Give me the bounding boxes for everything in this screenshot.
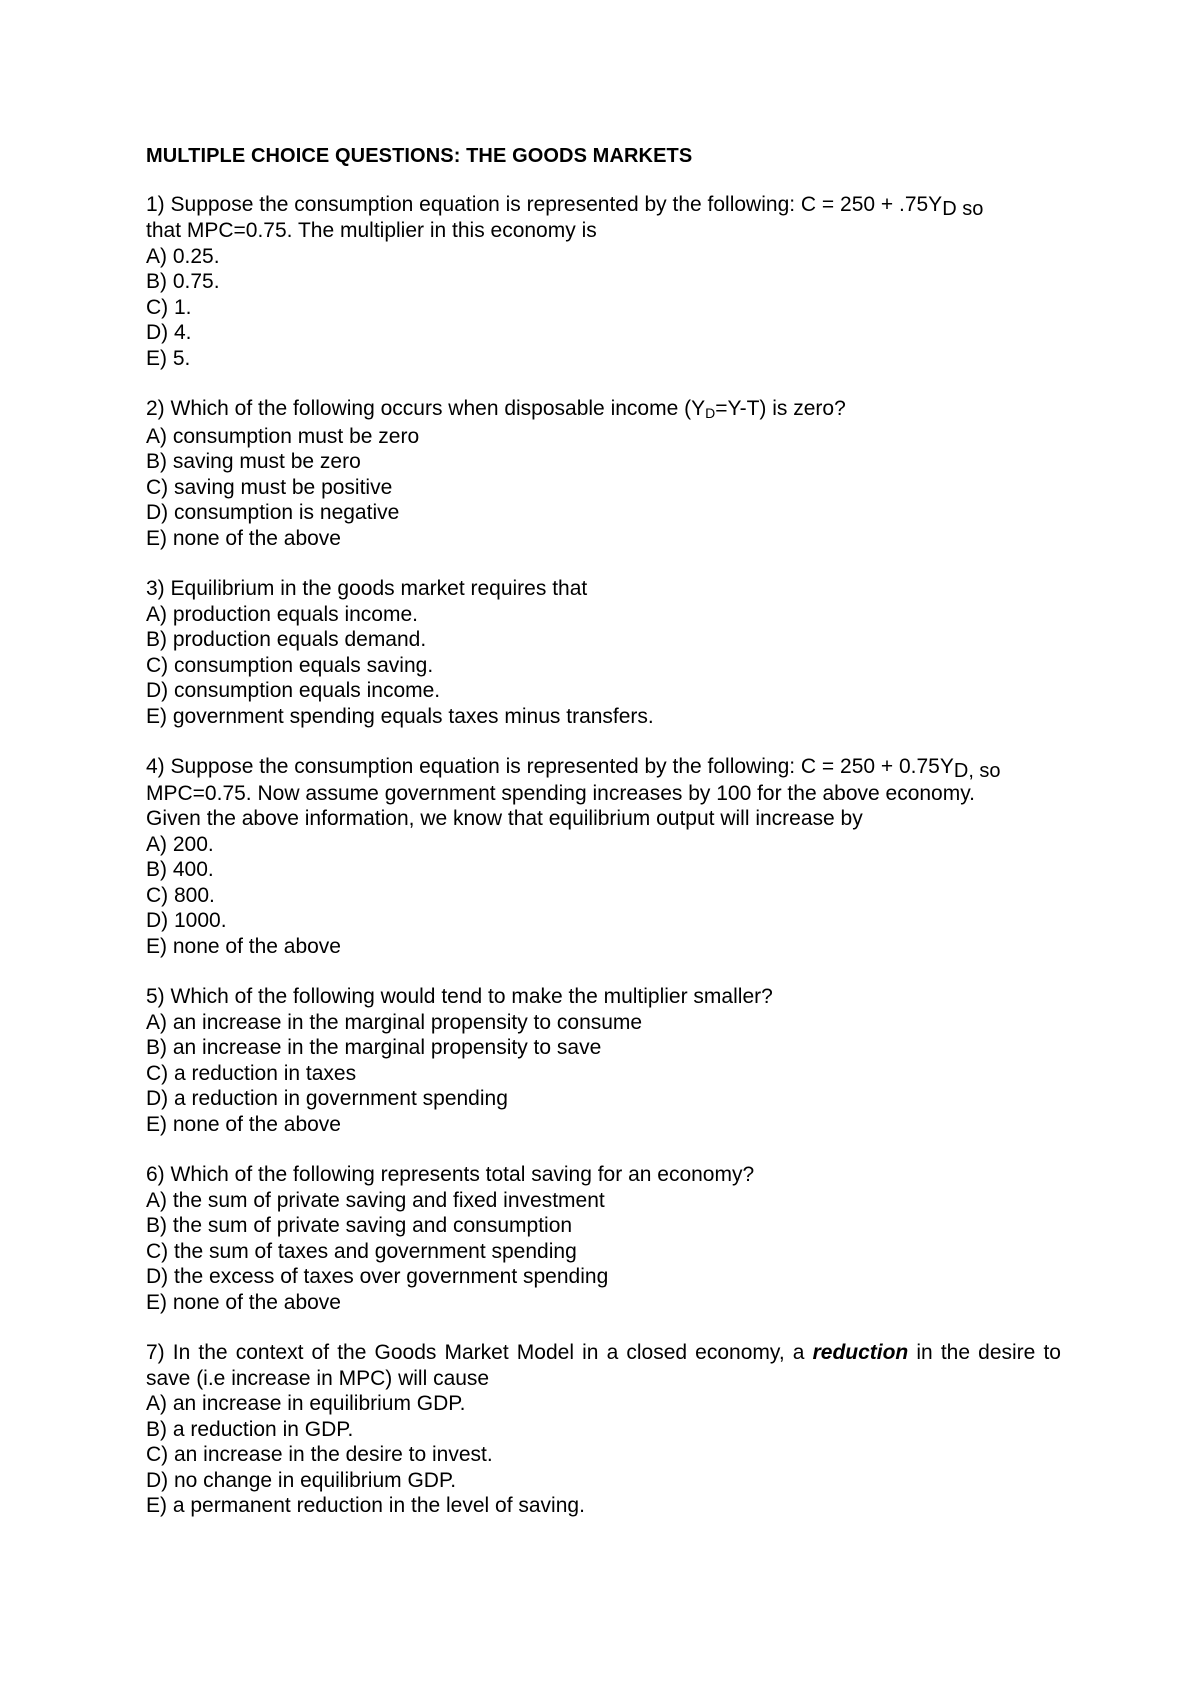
option-d: D) 1000. [146, 909, 227, 932]
question-6 [146, 1162, 1061, 1315]
option-c: C) a reduction in taxes [146, 1061, 357, 1085]
option-c: C) 1. [146, 295, 192, 319]
stem-text: MPC=0.75. Now assume [146, 781, 379, 805]
question-5 [146, 984, 1061, 1137]
option-b: B) 0.75. [146, 270, 220, 293]
question-stem [146, 754, 1061, 832]
stem-subscript: D [705, 405, 716, 421]
option-e: E) 5. [146, 346, 191, 370]
document-page [146, 144, 1061, 1544]
option-c: C) consumption equals saving. [146, 653, 434, 677]
stem-text: 3) Equilibrium in the goods market requires that [146, 577, 588, 600]
option-a: A) 200. [146, 832, 214, 856]
option-a: A) 0.25. [146, 244, 220, 268]
question-7 [146, 1340, 1061, 1519]
stem-text: 7) In the context of the Goods Market Model in a closed economy, a [146, 1341, 813, 1364]
stem-text: 2) Which of the following occurs when disposable income (Y [146, 397, 706, 420]
option-d: D) consumption equals income. [146, 679, 441, 702]
question-stem [146, 1340, 1061, 1391]
option-a: A) the sum of private saving and fixed investment [146, 1188, 605, 1212]
question-stem [146, 984, 1061, 1010]
option-a: A) consumption must be zero [146, 424, 420, 448]
option-e: E) government spending equals taxes minus transfers. [146, 704, 654, 728]
option-d: D) 4. [146, 321, 192, 344]
option-d: D) the excess of taxes over government spending [146, 1265, 609, 1288]
stem-text: 1) Suppose the consumption equation is represented by the following: C = 250 + .75Y [146, 192, 943, 216]
stem-text: The multiplier in this economy is [292, 219, 597, 242]
question-3 [146, 576, 1061, 729]
stem-subscript: D, so [953, 760, 1001, 782]
answer-options [146, 244, 1061, 372]
question-2 [146, 396, 1061, 551]
option-c: C) saving must be positive [146, 475, 393, 499]
option-b: B) 400. [146, 858, 214, 881]
answer-options [146, 424, 1061, 552]
option-e: E) none of the above [146, 526, 341, 550]
option-c: C) 800. [146, 883, 215, 907]
answer-options [146, 1010, 1061, 1138]
option-d: D) consumption is negative [146, 501, 400, 524]
option-a: A) an increase in equilibrium GDP. [146, 1392, 466, 1415]
option-e: E) none of the above [146, 1112, 341, 1136]
stem-text: Given the above information, we know that equilibrium output will increase by [146, 807, 863, 830]
stem-emphasis: reduction [812, 1341, 909, 1364]
stem-text: that MPC=0.75. [146, 219, 293, 242]
question-stem [146, 192, 1061, 244]
option-a: A) an increase in the marginal propensity to consume [146, 1010, 643, 1034]
answer-options [146, 1188, 1061, 1316]
option-e: E) a permanent reduction in the level of saving. [146, 1494, 585, 1517]
question-stem [146, 396, 1061, 424]
page-title: MULTIPLE CHOICE QUESTIONS: THE GOODS MARKETS [146, 145, 693, 167]
option-e: E) none of the above [146, 934, 341, 958]
answer-options [146, 602, 1061, 730]
option-b: B) an increase in the marginal propensity to save [146, 1036, 602, 1059]
option-a: A) production equals income. [146, 602, 418, 626]
option-e: E) none of the above [146, 1290, 341, 1314]
stem-text: in the desire to save (i.e increase in MPC) will cause [146, 1341, 1061, 1390]
stem-text: 5) Which of the following would tend to make the multiplier smaller? [146, 985, 773, 1008]
option-b: B) saving must be zero [146, 450, 361, 473]
option-c: C) an increase in the desire to invest. [146, 1443, 493, 1466]
stem-subscript: D so [942, 197, 984, 220]
stem-text: =Y-T) is zero? [715, 397, 846, 420]
answer-options [146, 1391, 1061, 1519]
option-d: D) a reduction in government spending [146, 1087, 508, 1110]
stem-text: 4) Suppose the consumption equation is represented by the following: C = 250 + 0.75Y [146, 755, 954, 778]
option-b: B) a reduction in GDP. [146, 1417, 354, 1441]
option-b: B) the sum of private saving and consumption [146, 1214, 573, 1237]
question-1 [146, 192, 1061, 372]
question-stem [146, 576, 1061, 602]
stem-text: government spending increases by 100 for the above economy. [378, 781, 976, 805]
option-b: B) production equals demand. [146, 628, 427, 651]
option-c: C) the sum of taxes and government spending [146, 1239, 577, 1263]
stem-text: 6) Which of the following represents total saving for an economy? [146, 1163, 755, 1186]
option-d: D) no change in equilibrium GDP. [146, 1468, 457, 1492]
question-stem [146, 1162, 1061, 1188]
question-4 [146, 754, 1061, 959]
answer-options [146, 832, 1061, 960]
